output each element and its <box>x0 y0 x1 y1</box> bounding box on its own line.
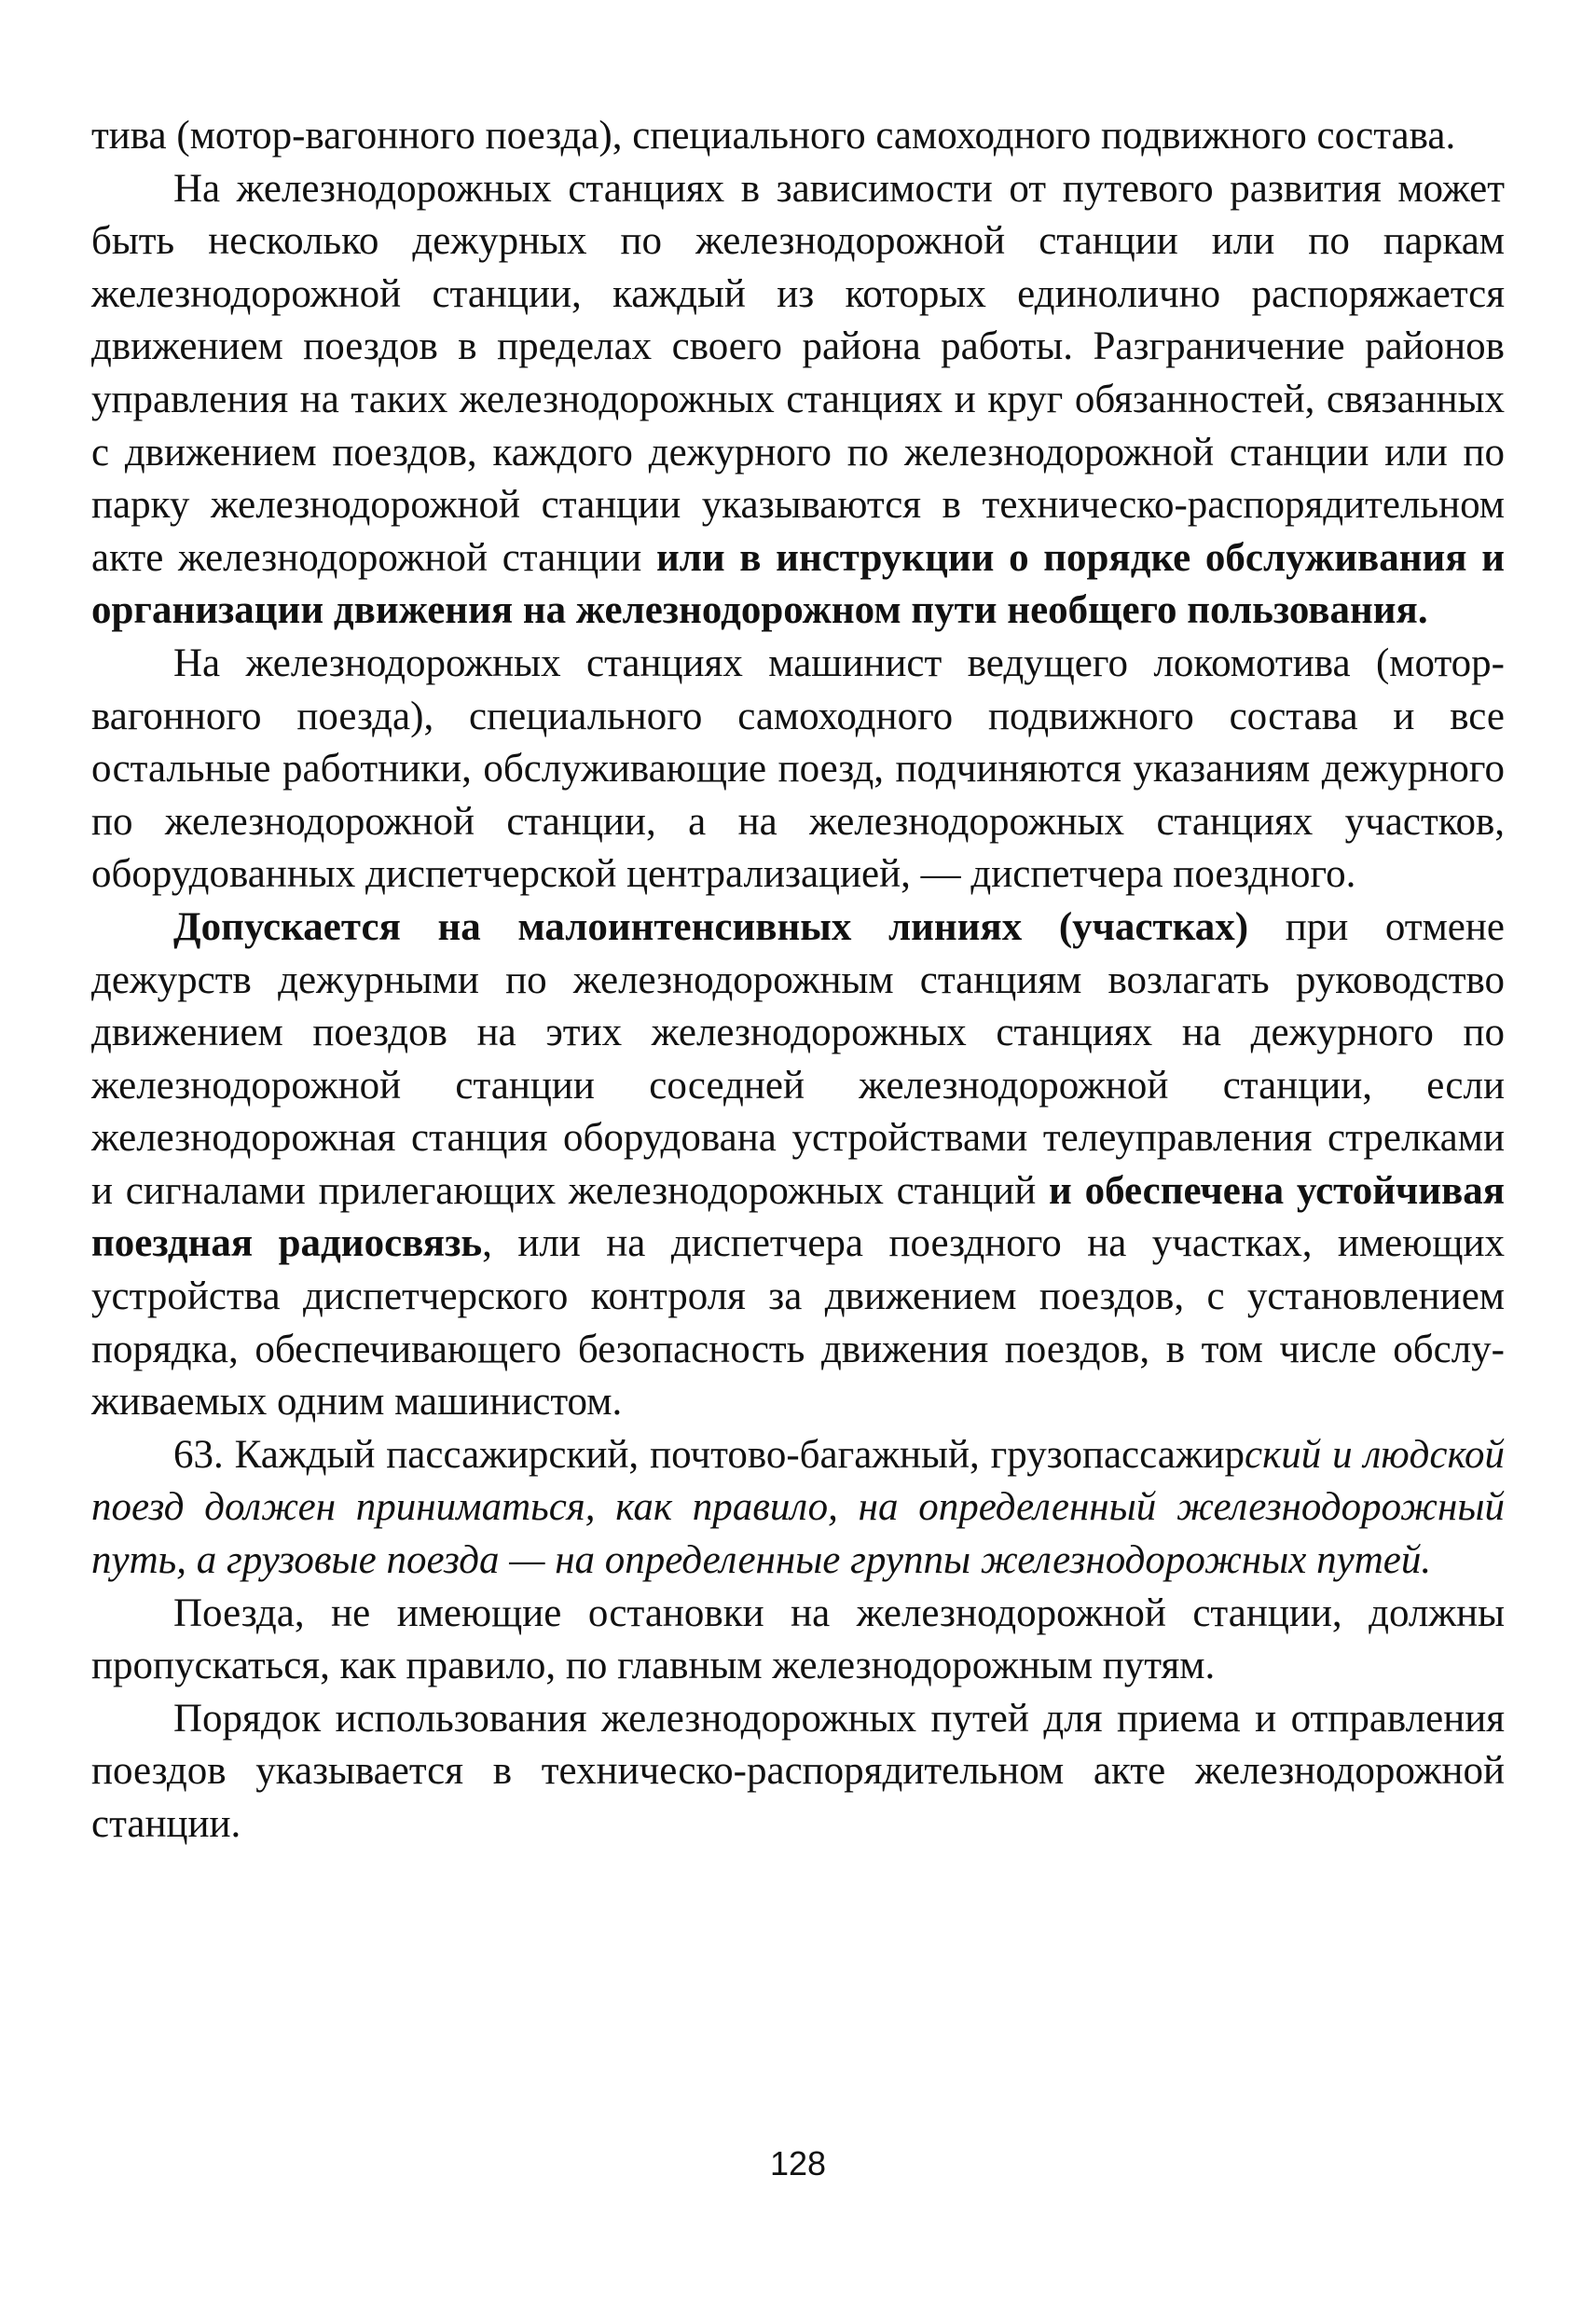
bold-text-run: Допускается на малоинтенсивных линиях (участках) <box>173 904 1249 949</box>
text-run: 63. Каждый пассажирский, почтово-багажный, грузопассажир <box>173 1432 1245 1477</box>
text-run: Порядок использования железнодорожных путей для приема и отправления поездов указывается в техническо-распорядительном акте железнодорожной станции. <box>91 1696 1505 1846</box>
bold-text-run: и обеспечена устойчивая поездная радиосвязь <box>91 1168 1505 1266</box>
text-run: Поезда, не имеющие остановки на железнодорожной станции, должны пропускаться, как правило, по главным железнодорожным путям. <box>91 1590 1505 1688</box>
text-run: На железнодорожных станциях машинист ведущего локомотива (мотор-вагонного поезда), специального самоходного подвижного состава и все остальные работники, обслуживающие поезд, подчиняются указаниям дежурного по железнодорожной станции, а на железнодорожных станциях участков, оборудованных диспетчерской централизацией, — диспетчера поездного. <box>91 640 1505 897</box>
text-run: , или на диспетчера поездного на участках, имеющих устройства диспетчерского контроля за движением поездов, с установлением порядка, обеспечивающего безопасность движения поездов, в том числе обслуживаемых одним машинистом. <box>91 1221 1505 1425</box>
paragraph-1 <box>91 110 1505 163</box>
bold-text-run: или в инструкции о порядке обслуживания и организации движения на железнодорожном пути необщего пользования. <box>91 535 1505 633</box>
paragraph-6 <box>91 1588 1505 1693</box>
text-run: тива (мотор-вагонного поезда), специального самоходного подвижного состава. <box>91 114 1456 158</box>
text-run: На железнодорожных станциях в зависимости от путевого развития может быть несколько дежурных по железнодорожной станции или по паркам железнодорожной станции, каждый из которых единолично распоряжается движением поездов в пределах своего района работы. Разграничение районов управления на таких железнодорожных станциях и круг обязанностей, связанных с движением поездов, каждого дежурного по железнодорожной станции или по парку железнодорожной станции указываются в техническо-распорядительном акте железнодорожной станции <box>91 166 1505 580</box>
page-body <box>91 110 1505 1852</box>
paragraph-2 <box>91 163 1505 638</box>
italic-text-run: ский и людской поезд должен приниматься, как правило, на определенный железнодорожный путь, а грузовые поезда — на определенные группы железнодорожных путей. <box>91 1432 1505 1583</box>
text-run: при отмене дежурств дежурными по железнодорожным станциям возлагать руководство движением поездов на этих железнодорожных станциях на дежурного по железнодорожной станции соседней железнодорожной станции, если железнодорожная станция оборудована устройствами телеуправления стрелками и сигналами прилегающих железнодорожных станций <box>91 904 1505 1213</box>
page-number: 128 <box>769 2144 827 2182</box>
paragraph-5 <box>91 1429 1505 1588</box>
paragraph-3 <box>91 638 1505 902</box>
paragraph-4 <box>91 902 1505 1429</box>
paragraph-7 <box>91 1693 1505 1852</box>
